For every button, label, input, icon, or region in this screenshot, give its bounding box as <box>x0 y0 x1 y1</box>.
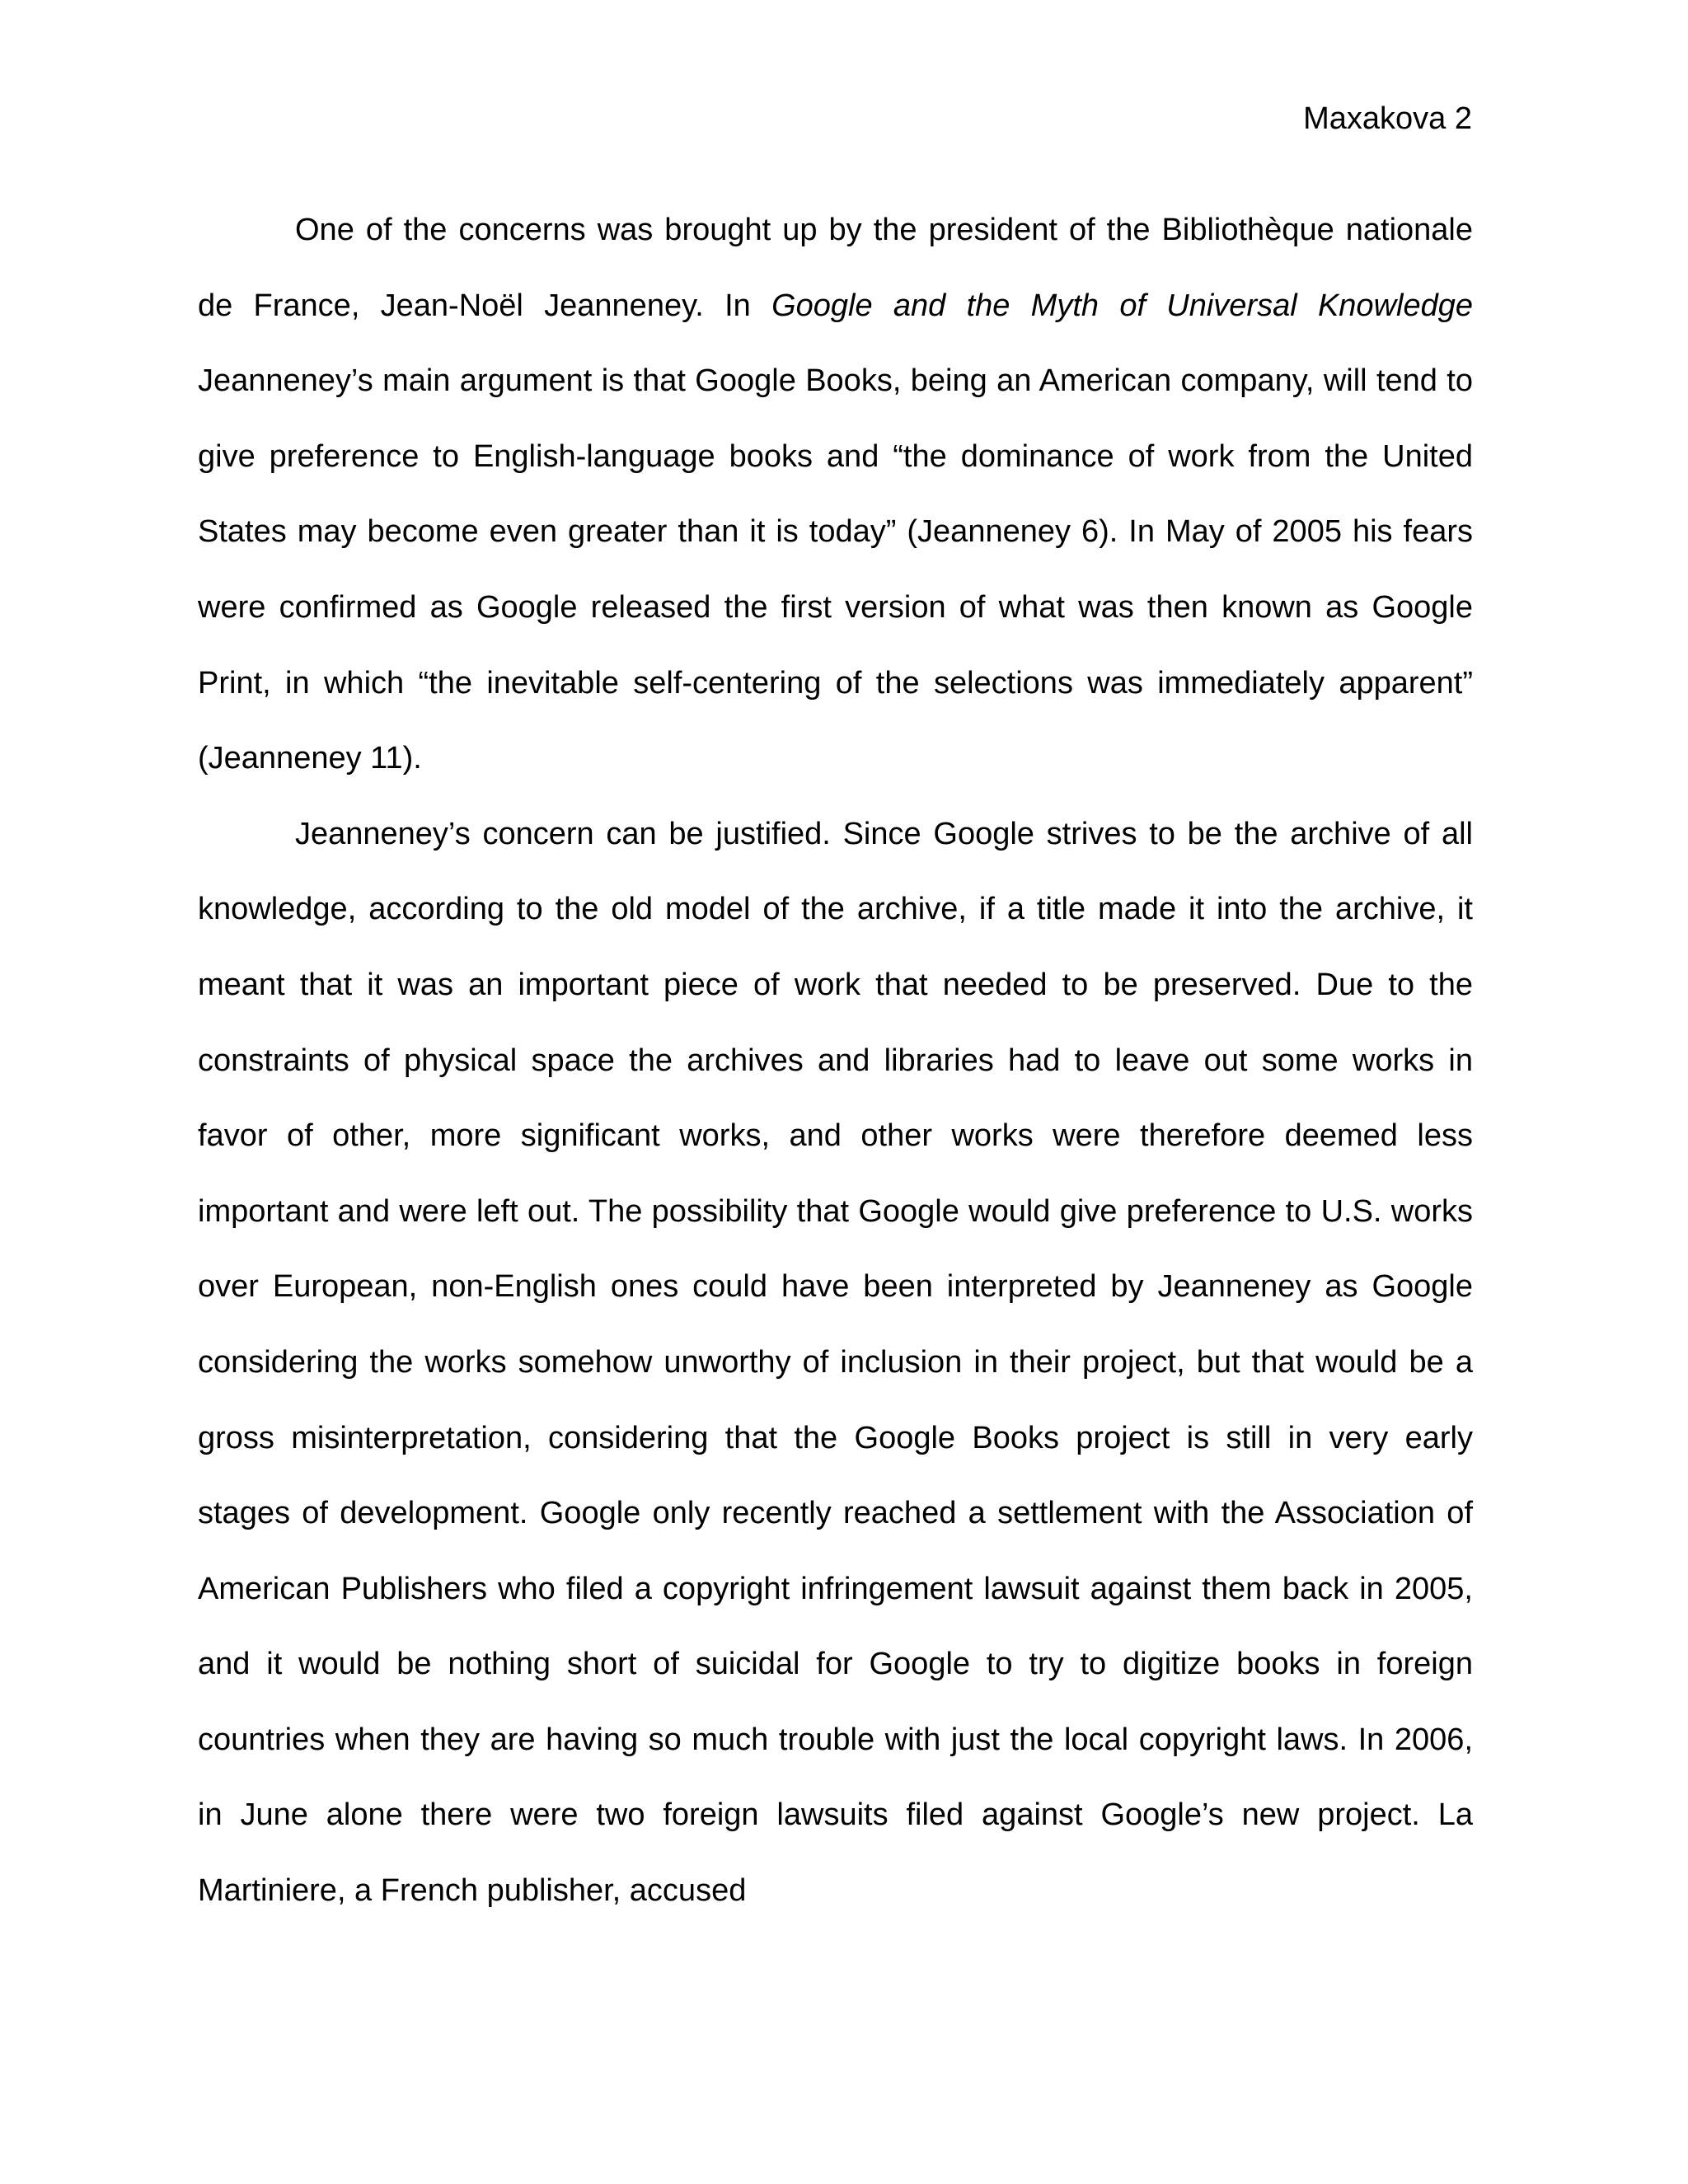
running-head-text: Maxakova 2 <box>1303 101 1472 136</box>
body-text <box>198 193 1473 1929</box>
paragraph-2-text: Jeanneney’s concern can be justified. Since Google strives to be the archive of all knowledge, according to the old model of the archive, if a title made it into the archive, it meant that it was an important piece of work that needed to be preserved. Due to the constraints of physical space the archives and libraries had to leave out some works in favor of other, more significant works, and other works were therefore deemed less important and were left out. The possibility that Google would give preference to U.S. works over European, non-English ones could have been interpreted by Jeanneney as Google considering the works somehow unworthy of inclusion in their project, but that would be a gross misinterpretation, considering that the Google Books project is still in very early stages of development. Google only recently reached a settlement with the Association of American Publishers who filed a copyright infringement lawsuit against them back in 2005, and it would be nothing short of suicidal for Google to try to digitize books in foreign countries when they are having so much trouble with just the local copyright laws. In 2006, in June alone there were two foreign lawsuits filed against Google’s new project. La Martiniere, a French publisher, accused <box>198 816 1473 1909</box>
paragraph-1 <box>198 193 1473 797</box>
book-title: Google and the Myth of Universal Knowledge <box>771 288 1473 323</box>
running-head <box>1303 95 1472 143</box>
paragraph-2 <box>198 797 1473 1929</box>
paragraph-1-part-a: One of the concerns was brought up by the president of the Bibliothèque nationale de France, Jean-Noël Jeanneney. In <box>198 213 1473 323</box>
paragraph-1-part-b: Jeanneney’s main argument is that Google Books, being an American company, will tend to give preference to English-language books and “the dominance of work from the United States may become even greater than it is today” (Jeanneney 6). In May of 2005 his fears were confirmed as Google released the first version of what was then known as Google Print, in which “the inevitable self-centering of the selections was immediately apparent” (Jeanneney 11). <box>198 363 1473 776</box>
